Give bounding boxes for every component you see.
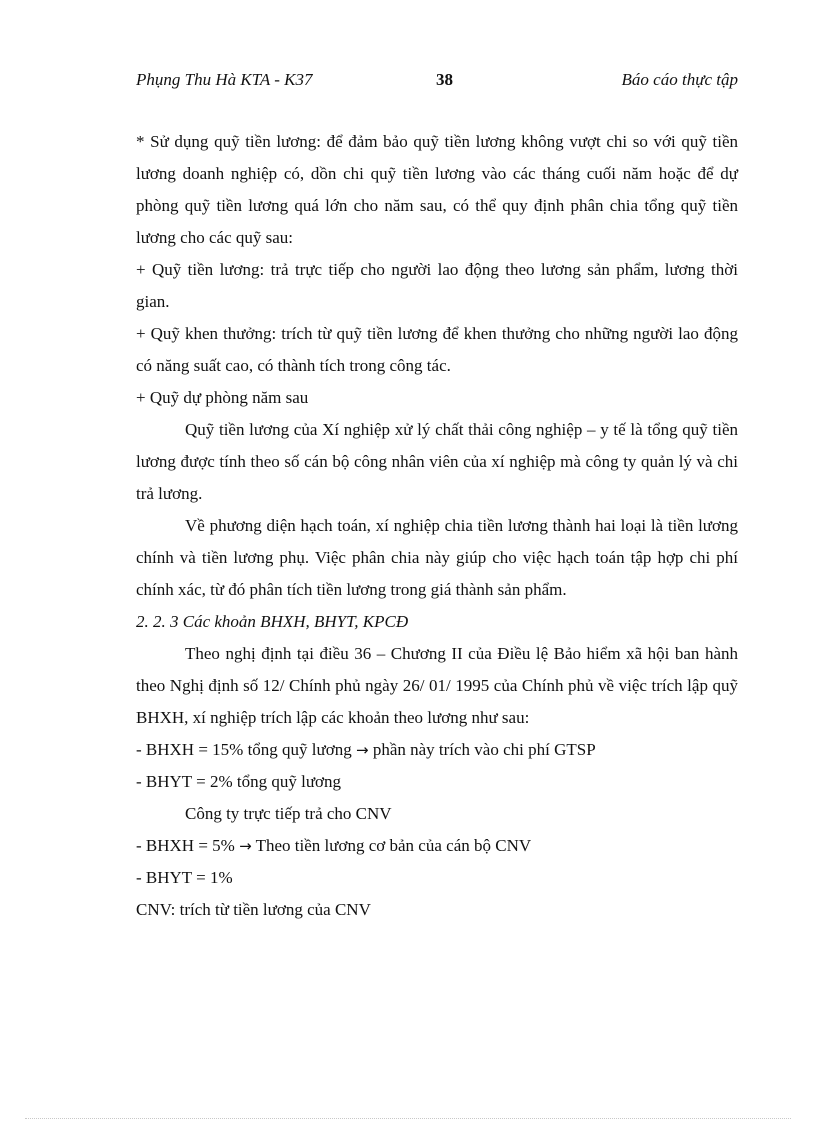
paragraph-quy-usage: * Sử dụng quỹ tiền lương: để đảm bảo quỹ tiền lương không vượt chi so với quỹ tiền lương doanh nghiệp có, dồn chi quỹ tiền lương vào các tháng cuối năm hoặc để dự phòng quỹ tiền lương quá lớn cho năm sau, có thể quy định phân chia tổng quỹ tiền lương cho các quỹ sau: — [136, 132, 738, 247]
page-number: 38 — [436, 70, 453, 89]
line-bhxh-15 — [136, 734, 738, 766]
arrow-right-icon: → — [239, 837, 252, 855]
line-bhxh-5 — [136, 830, 738, 862]
line-bhxh-15-label: - BHXH = 15% tổng quỹ lương — [136, 740, 352, 759]
page-header — [136, 70, 738, 94]
line-bhyt-1: - BHYT = 1% — [136, 868, 233, 887]
arrow-right-icon: → — [355, 741, 369, 759]
paragraph-nghi-dinh: Theo nghị định tại điều 36 – Chương II của Điều lệ Bảo hiểm xã hội ban hành theo Nghị định số 12/ Chính phủ ngày 26/ 01/ 1995 của Chính phủ về việc trích lập quỹ BHXH, xí nghiệp trích lập các khoản theo lương như sau: — [136, 644, 738, 727]
document-body — [136, 126, 738, 926]
line-bhxh-5-note: Theo tiền lương cơ bản của cán bộ CNV — [255, 836, 532, 855]
list-item-quy-khen-thuong: + Quỹ khen thưởng: trích từ quỹ tiền lương để khen thưởng cho những người lao động có năng suất cao, có thành tích trong công tác. — [136, 324, 738, 375]
line-cnv: CNV: trích từ tiền lương của CNV — [136, 900, 371, 919]
line-bhxh-5-label: - BHXH = 5% — [136, 836, 235, 855]
line-bhxh-15-note: phần này trích vào chi phí GTSP — [372, 740, 596, 759]
bottom-divider — [25, 1118, 791, 1119]
list-item-quy-du-phong: + Quỹ dự phòng năm sau — [136, 388, 309, 407]
header-author: Phụng Thu Hà KTA - K37 — [136, 70, 313, 89]
paragraph-quy-xi-nghiep: Quỹ tiền lương của Xí nghiệp xử lý chất thải công nghiệp – y tế là tổng quỹ tiền lương được tính theo số cán bộ công nhân viên của xí nghiệp mà công ty quản lý và chi trả lương. — [136, 420, 738, 503]
line-bhyt-2: - BHYT = 2% tổng quỹ lương — [136, 772, 342, 791]
list-item-quy-tien-luong: + Quỹ tiền lương: trả trực tiếp cho người lao động theo lương sản phẩm, lương thời gian. — [136, 260, 738, 311]
section-heading: 2. 2. 3 Các khoản BHXH, BHYT, KPCĐ — [136, 612, 409, 631]
paragraph-hach-toan: Về phương diện hạch toán, xí nghiệp chia tiền lương thành hai loại là tiền lương chính và tiền lương phụ. Việc phân chia này giúp cho việc hạch toán tập hợp chi phí chính xác, từ đó phân tích tiền lương trong giá thành sản phẩm. — [136, 516, 738, 599]
line-cong-ty-tra: Công ty trực tiếp trả cho CNV — [185, 804, 392, 823]
header-doc-title: Báo cáo thực tập — [621, 70, 738, 89]
